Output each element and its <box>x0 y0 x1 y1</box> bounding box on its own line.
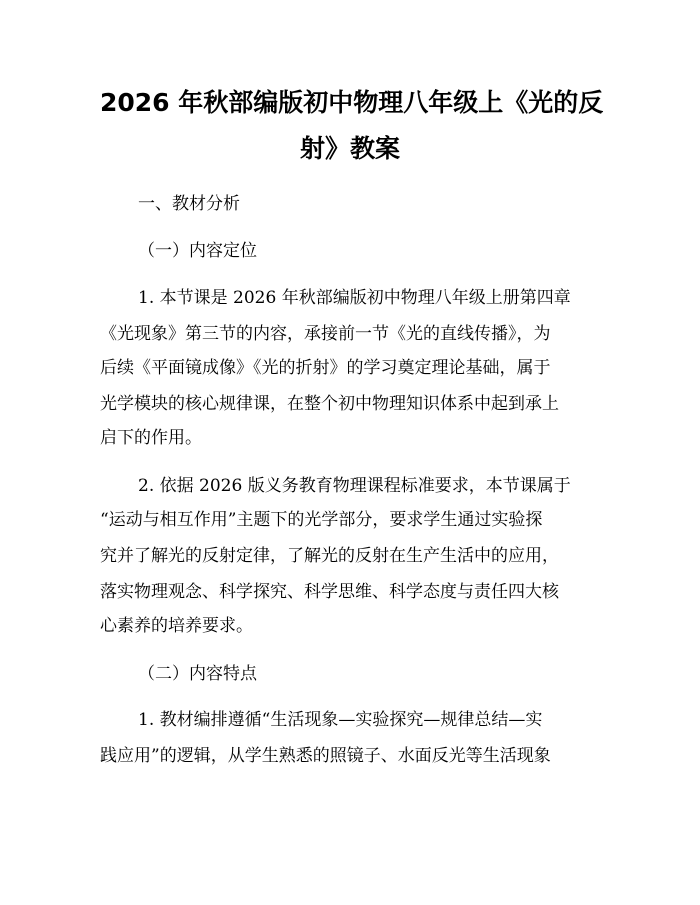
subsection-heading-content-features: （二）内容特点 <box>138 664 257 684</box>
paragraph-line: 光学模块的核心规律课，在整个初中物理知识体系中起到承上 <box>100 394 559 414</box>
document-title-line-1: 2026 年秋部编版初中物理八年级上《光的反 <box>100 88 604 117</box>
paragraph-line: 究并了解光的反射定律，了解光的反射在生产生活中的应用， <box>100 546 559 566</box>
paragraph-line: 1. 本节课是 2026 年秋部编版初中物理八年级上册第四章 <box>138 288 571 308</box>
section-heading-textbook-analysis: 一、教材分析 <box>138 194 240 214</box>
paragraph-line: 启下的作用。 <box>100 428 202 448</box>
paragraph-line: “运动与相互作用”主题下的光学部分，要求学生通过实验探 <box>100 510 543 530</box>
paragraph-line: 后续《平面镜成像》《光的折射》的学习奠定理论基础，属于 <box>100 358 551 378</box>
document-title-line-2: 射》教案 <box>299 134 400 163</box>
paragraph-line: 1. 教材编排遵循“生活现象—实验探究—规律总结—实 <box>138 710 543 730</box>
paragraph-line: 践应用”的逻辑，从学生熟悉的照镜子、水面反光等生活现象 <box>100 746 551 766</box>
paragraph-line: 2. 依据 2026 版义务教育物理课程标准要求，本节课属于 <box>138 476 571 496</box>
subsection-heading-content-positioning: （一）内容定位 <box>138 241 257 261</box>
paragraph-line: 落实物理观念、科学探究、科学思维、科学态度与责任四大核 <box>100 582 559 602</box>
paragraph-line: 心素养的培养要求。 <box>100 616 253 636</box>
paragraph-line: 《光现象》第三节的内容，承接前一节《光的直线传播》，为 <box>100 324 551 344</box>
